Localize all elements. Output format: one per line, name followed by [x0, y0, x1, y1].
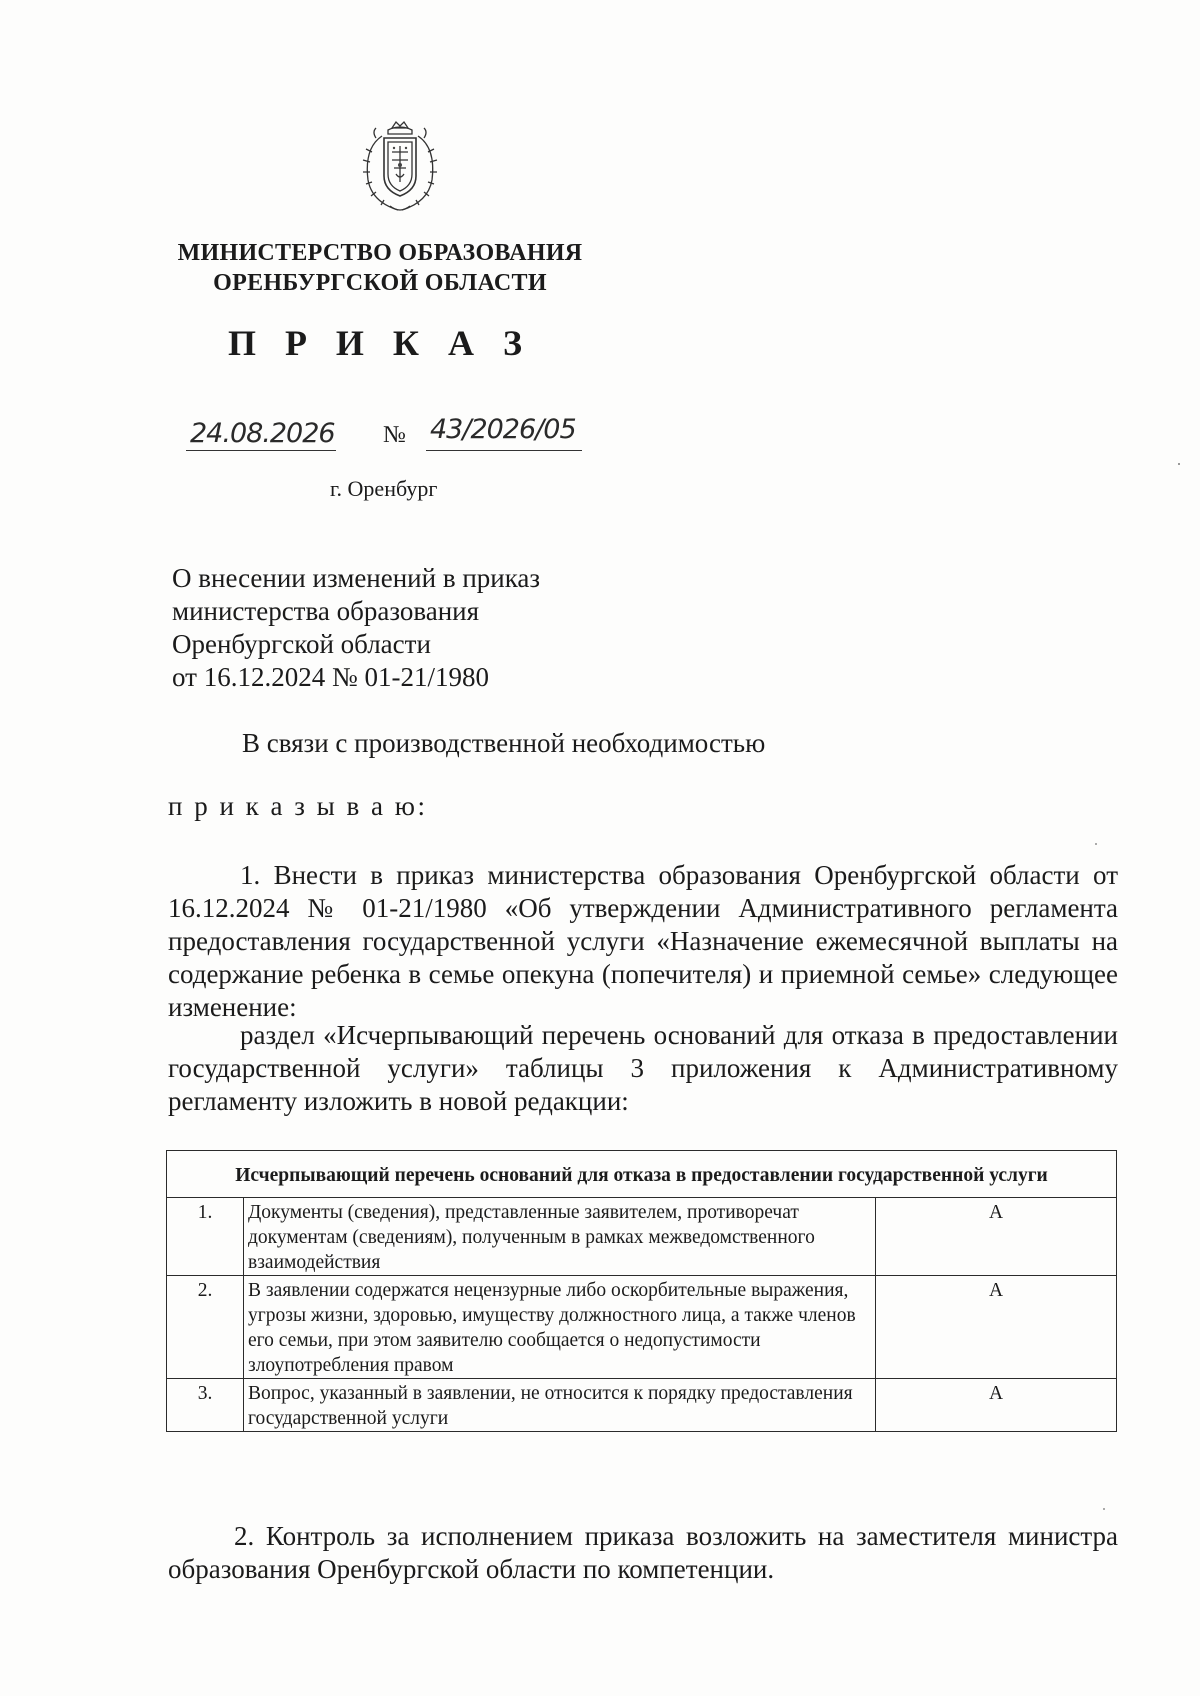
table-row	[167, 1276, 1117, 1379]
order-word: п р и к а з ы в а ю:	[168, 791, 428, 821]
paragraph-2: 2. Контроль за исполнением приказа возложить на заместителя министра образования Оренбургской области по компетенции.	[168, 1521, 1118, 1584]
row-number: 3.	[167, 1379, 244, 1432]
scan-speck	[1178, 463, 1180, 465]
subject-line: О внесении изменений в приказ	[172, 563, 541, 593]
ministry-name-line1: МИНИСТЕРСТВО ОБРАЗОВАНИЯ	[177, 240, 583, 266]
coat-of-arms-icon	[358, 118, 442, 218]
document-type-title: П Р И К А З	[227, 323, 533, 363]
row-number: 1.	[167, 1198, 244, 1276]
table-row	[167, 1379, 1117, 1432]
date-underline	[186, 450, 336, 451]
number-underline	[426, 450, 582, 451]
scan-speck	[1103, 1508, 1105, 1510]
table-row	[167, 1198, 1117, 1276]
ministry-name-line2: ОРЕНБУРГСКОЙ ОБЛАСТИ	[213, 270, 547, 296]
paragraph-1-section: раздел «Исчерпывающий перечень оснований для отказа в предоставлении государственной услуги» таблицы 3 приложения к Административному регламенту изложить в новой редакции:	[168, 1020, 1118, 1116]
row-code: А	[876, 1379, 1117, 1432]
subject-line: Оренбургской области	[172, 629, 431, 659]
refusal-grounds-table	[166, 1150, 1117, 1432]
number-sign: №	[383, 422, 406, 448]
row-text: Документы (сведения), представленные заявителем, противоречат документам (сведениям), полученным в рамках межведомственного взаимодействия	[244, 1198, 876, 1276]
city: г. Оренбург	[330, 476, 438, 501]
scan-speck	[1095, 843, 1097, 845]
preamble: В связи с производственной необходимостью	[242, 728, 766, 758]
row-code: А	[876, 1276, 1117, 1379]
order-date: 24.08.2026	[190, 418, 335, 449]
row-number: 2.	[167, 1276, 244, 1379]
order-number: 43/2026/05	[430, 414, 576, 445]
table-header: Исчерпывающий перечень оснований для отказа в предоставлении государственной услуги	[167, 1151, 1117, 1198]
paragraph-1: 1. Внести в приказ министерства образования Оренбургской области от 16.12.2024 № 01-21/1980 «Об утверждении Административного регламента предоставления государственной услуги «Назначение ежемесячной выплаты на содержание ребенка в семье опекуна (попечителя) и приемной семье» следующее изменение:	[168, 860, 1118, 1022]
subject-line: министерства образования	[172, 596, 480, 626]
subject-line: от 16.12.2024 № 01-21/1980	[172, 662, 489, 692]
table-header-row	[167, 1151, 1117, 1198]
row-text: В заявлении содержатся нецензурные либо оскорбительные выражения, угрозы жизни, здоровью, имуществу должностного лица, а также членов его семьи, при этом заявителю сообщается о недопустимости злоупотребления правом	[244, 1276, 876, 1379]
row-text: Вопрос, указанный в заявлении, не относится к порядку предоставления государственной услуги	[244, 1379, 876, 1432]
row-code: А	[876, 1198, 1117, 1276]
